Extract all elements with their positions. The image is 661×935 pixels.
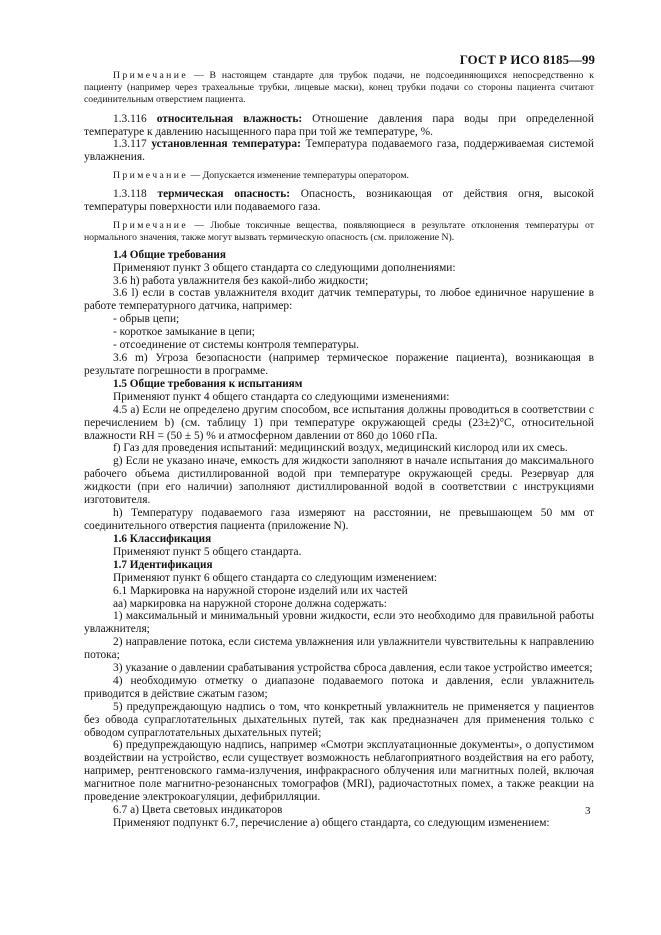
clause-number: 1.3.118: [113, 188, 147, 201]
document-body: [84, 70, 594, 830]
paragraph: f) Газ для проведения испытаний: медицинский воздух, медицинский кислород или их смесь.: [113, 442, 568, 455]
note-text: — Допускается изменение температуры оператором.: [190, 170, 409, 182]
page-number: 3: [585, 805, 591, 817]
clause-term: относительная влажность:: [156, 112, 303, 125]
list-item: - короткое замыкание в цепи;: [113, 326, 255, 339]
list-item: 3) указание о давлении срабатывания устройства сброса давления, если такое устройство имеется;: [113, 662, 593, 675]
section-heading-1-6: 1.6 Классификация: [113, 532, 212, 545]
document-header-title: ГОСТ Р ИСО 8185—99: [459, 53, 595, 67]
clause-term: установленная температура:: [151, 138, 301, 151]
paragraph: 4.5 a) Если не определено другим способом, все испытания должны проводиться в соответствии с перечислением b) (см. таблицу 1) при температуре окружающей среды (23±2)°С, относительной влажности RH = (50 ± 5) % и атмосферном давлении от 860 до 1060 гПа.: [84, 403, 594, 442]
section-heading-1-7: 1.7 Идентификация: [113, 558, 213, 571]
paragraph: Применяют подпункт 6.7, перечисление a) общего стандарта, со следующим изменением:: [113, 816, 550, 829]
paragraph: Применяют пункт 5 общего стандарта.: [113, 545, 302, 558]
list-item: 2) направление потока, если система увлажнения или увлажнители чувствительны к направлению потока;: [84, 636, 594, 662]
paragraph: Применяют пункт 4 общего стандарта со следующими изменениями:: [113, 390, 450, 403]
clause-1-3-118: [84, 188, 594, 214]
list-item: 4) необходимую отметку о диапазоне подаваемого потока и давления, если увлажнитель приводится в действие сжатым газом;: [84, 674, 594, 700]
paragraph: 3.6 m) Угроза безопасности (например термическое поражение пациента), возникающая в результате погрешности в программе.: [84, 352, 594, 377]
section-heading-1-4: 1.4 Общие требования: [113, 248, 226, 261]
list-item: 6) предупреждающую надпись, например «Смотри эксплуатационные документы», о допустимом воздействии на устройство, если существует возможность неблагоприятного воздействия на его работу, например, рентгеновского гамма-излучения, инфракрасного облучения или магнитных полей, включая магнитное поле магнитно-резонансных томографов (MRI), радиочастотных помех, а также реакции на проведение электрокоагуляции, дефибрилляции.: [84, 739, 594, 804]
paragraph: 3.6 l) если в состав увлажнителя входит датчик температуры, то любое единичное нарушение в работе температурного датчика, например:: [84, 287, 594, 313]
clause-number: 1.3.117: [113, 138, 147, 151]
list-item: - отсоединение от системы контроля температуры.: [113, 339, 359, 352]
note-set-temperature: [84, 170, 594, 182]
list-item: 5) предупреждающую надпись о том, что конкретный увлажнитель не применяется у пациентов без обвода супраглотательных дыхательных путей, так как предназначен для применения только с обводом супраглотательных дыхательных путей;: [84, 700, 594, 739]
paragraph: g) Если не указано иначе, емкость для жидкости заполняют в начале испытания до максимального рабочего объема дистиллированной водой при температуре окружающей среды. Резервуар для жидкости (при его наличии) заполняют дистиллированной водой в соответствии с инструкциями изготовителя.: [84, 455, 594, 507]
note-text: — Любые токсичные вещества, появляющиеся в результате отклонения температуры от нормального значения, также могут вызвать термическую опасность (см. приложение N).: [84, 220, 594, 244]
paragraph: Применяют пункт 3 общего стандарта со следующими дополнениями:: [113, 261, 456, 274]
paragraph: 3.6 h) работа увлажнителя без какой-либо жидкости;: [113, 274, 369, 287]
note-thermal-hazard: [84, 220, 594, 244]
note-label: Примечание: [113, 220, 189, 232]
clause-number: 1.3.116: [113, 112, 147, 125]
note-relative-humidity: [84, 70, 594, 107]
note-label: Примечание: [113, 70, 189, 81]
note-text: — В настоящем стандарте для трубок подачи, не подсоединяющихся непосредственно к пациенту (например через трахеальные трубки, лицевые маски), конец трубки подачи со стороны пациента считают соединительным отверстием пациента.: [84, 70, 594, 106]
paragraph: 6.1 Маркировка на наружной стороне изделий или их частей: [113, 584, 408, 597]
paragraph: aa) маркировка на наружной стороне должна содержать:: [113, 597, 387, 610]
paragraph: h) Температуру подаваемого газа измеряют на расстоянии, не превышающем 50 мм от соединительного отверстия пациента (приложение N).: [84, 506, 594, 532]
section-heading-1-5: 1.5 Общие требования к испытаниям: [113, 377, 303, 390]
clause-text: Отношение давления пара воды при определенной температуре к давлению насыщенного пара при той же температуре, %.: [84, 112, 594, 138]
list-item: 1) максимальный и минимальный уровни жидкости, если это необходимо для правильной работы увлажнителя;: [84, 610, 594, 636]
list-item: - обрыв цепи;: [113, 313, 180, 326]
clause-text: Температура подаваемого газа, поддерживаемая системой увлажнения.: [84, 138, 594, 164]
paragraph: Применяют пункт 6 общего стандарта со следующим изменением:: [113, 571, 438, 584]
clause-text: Опасность, возникающая от действия огня, высокой температуры поверхности или подаваемого газа.: [84, 188, 594, 214]
clause-1-3-117: [84, 138, 594, 164]
paragraph: 6.7 a) Цвета световых индикаторов: [113, 804, 283, 816]
note-label: Примечание: [113, 170, 189, 182]
clause-1-3-116: [84, 113, 594, 139]
clause-term: термическая опасность:: [157, 188, 291, 201]
